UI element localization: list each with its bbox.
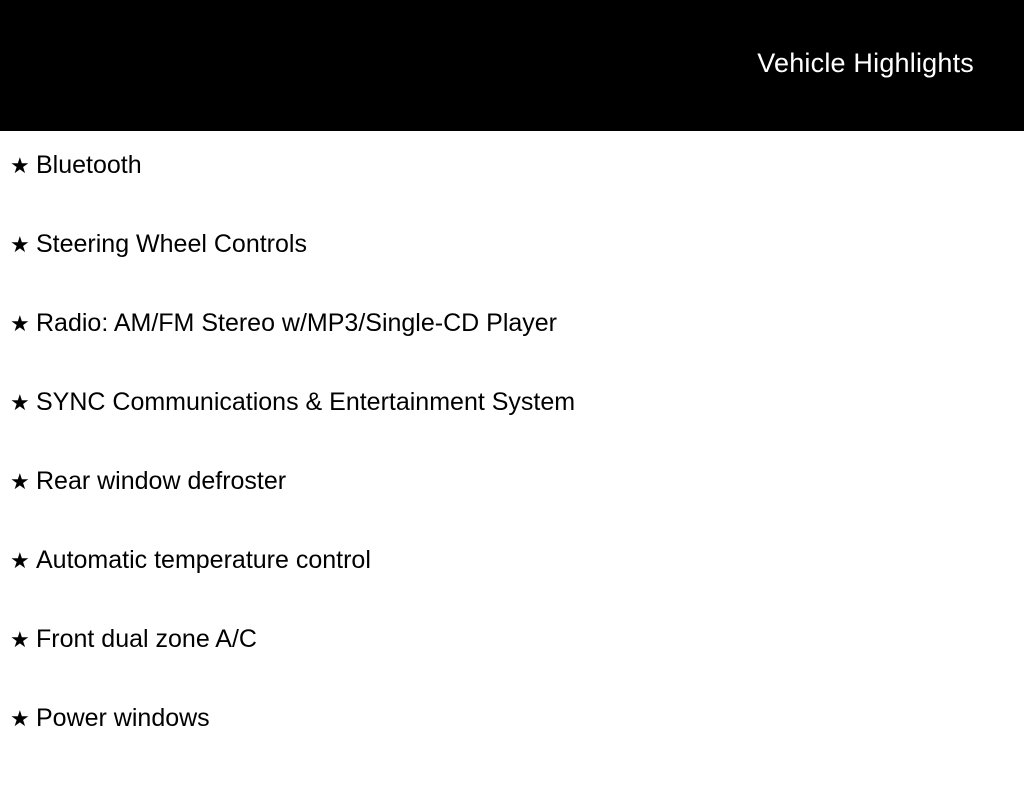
list-item-label: Automatic temperature control xyxy=(36,546,371,574)
list-item xyxy=(0,469,1024,548)
list-item-label: SYNC Communications & Entertainment System xyxy=(36,388,576,416)
star-bullet-icon: ★ xyxy=(10,153,30,178)
star-bullet-icon: ★ xyxy=(10,706,30,731)
page-title: Vehicle Highlights xyxy=(757,48,974,78)
list-item xyxy=(0,232,1024,311)
star-bullet-icon: ★ xyxy=(10,469,30,494)
star-bullet-icon: ★ xyxy=(10,232,30,257)
list-item xyxy=(0,548,1024,627)
header-bar xyxy=(0,0,1024,131)
star-bullet-icon: ★ xyxy=(10,627,30,652)
star-bullet-icon: ★ xyxy=(10,548,30,573)
list-item-label: Power windows xyxy=(36,704,210,732)
star-bullet-icon: ★ xyxy=(10,390,30,415)
list-item xyxy=(0,153,1024,232)
star-bullet-icon: ★ xyxy=(10,311,30,336)
vehicle-highlights-list xyxy=(0,131,1024,785)
list-item xyxy=(0,627,1024,706)
list-item-label: Bluetooth xyxy=(36,151,142,179)
list-item xyxy=(0,390,1024,469)
list-item xyxy=(0,311,1024,390)
list-item-label: Rear window defroster xyxy=(36,467,287,495)
list-item-label: Front dual zone A/C xyxy=(36,625,257,653)
list-item-label: Radio: AM/FM Stereo w/MP3/Single-CD Player xyxy=(36,309,558,337)
list-item-label: Steering Wheel Controls xyxy=(36,230,307,258)
list-item xyxy=(0,706,1024,785)
